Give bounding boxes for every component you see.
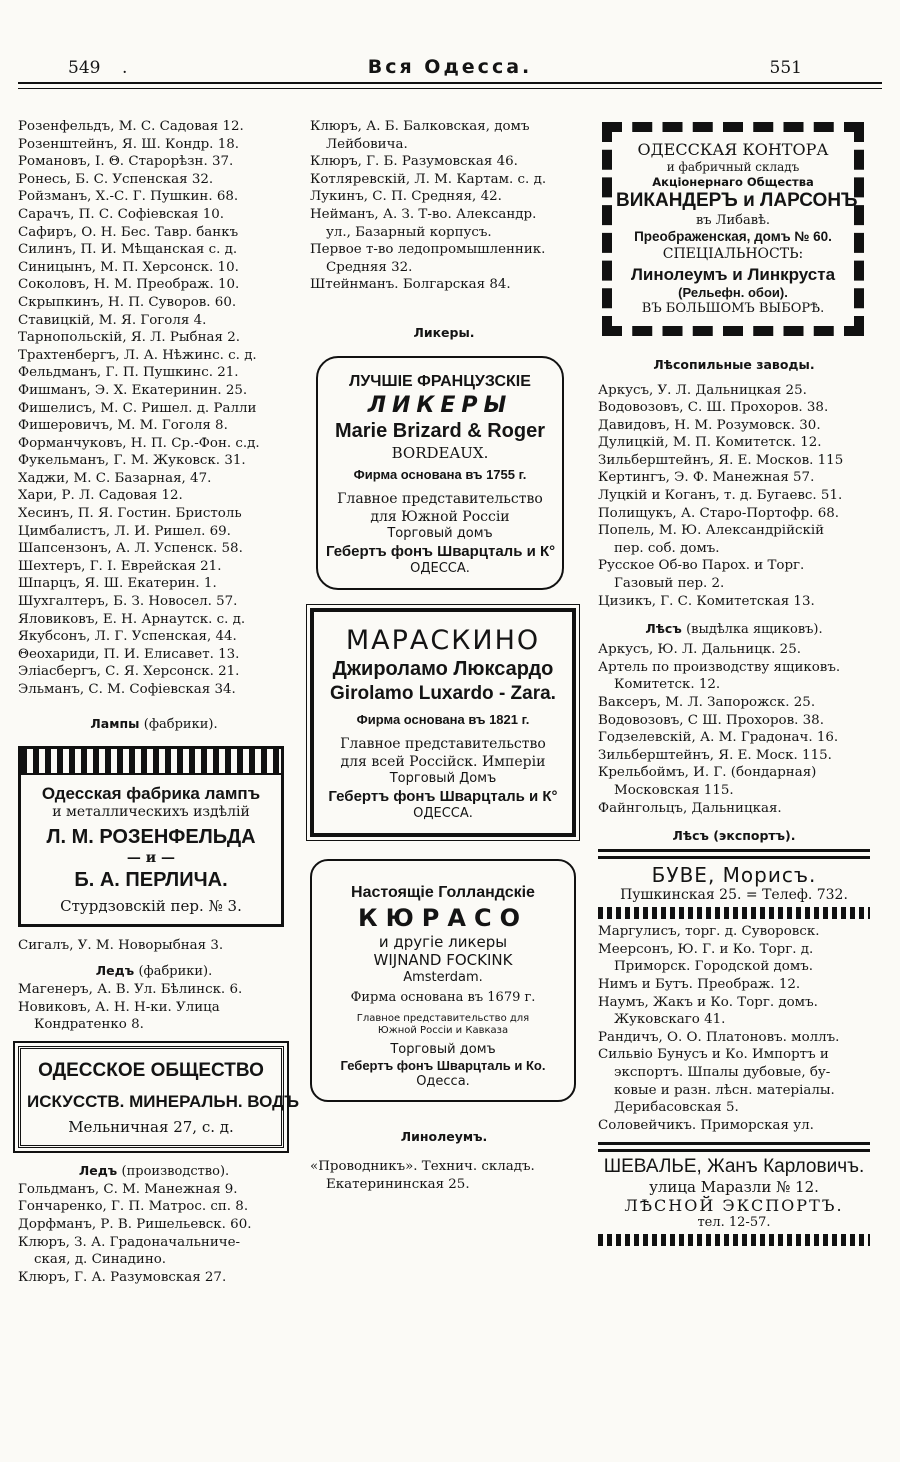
- list-item: Цизикъ, Г. С. Комитетская 13.: [598, 593, 815, 609]
- list-item: Дулицкій, М. П. Комитетск. 12.: [598, 435, 822, 451]
- list-item: Фельдманъ, Г. П. Пушкинс. 21.: [18, 365, 239, 381]
- list-item: Водовозовъ, С. Ш. Прохоров. 38.: [598, 400, 829, 416]
- section-heading-wood-export: Лѣсъ (экспортъ).: [672, 828, 796, 844]
- ad-line: и другіе ликеры: [378, 932, 508, 951]
- list-item: Шехтеръ, Г. І. Еврейская 21.: [18, 558, 222, 574]
- cheval-listing: [598, 1156, 870, 1230]
- list-item: Розенштейнъ, Я. Ш. Кондр. 18.: [18, 136, 239, 152]
- list-item: Сильвіо Бунусъ и Ко. Импортъ и: [598, 1047, 829, 1063]
- ad-line: Южной Россіи и Кавказа: [377, 1025, 509, 1037]
- list-item: Кондратенко 8.: [34, 1017, 144, 1033]
- rule-bar: [598, 1142, 870, 1152]
- ad-line: Торговый Домъ: [389, 771, 497, 787]
- ad-line: ВЪ БОЛЬШОМЪ ВЫБОРѢ.: [641, 301, 825, 317]
- ad-line: въ Либавѣ.: [695, 213, 771, 229]
- list-item: Лукинъ, С. П. Средняя, 42.: [310, 189, 502, 205]
- bouvet-listing: [598, 863, 870, 903]
- list-item: Екатерининская 25.: [326, 1177, 470, 1193]
- list-item: Клюръ, Г. Б. Разумовская 46.: [310, 154, 518, 170]
- list-item: Хесинъ, П. Я. Гостин. Бристоль: [18, 506, 242, 522]
- list-item: Синицынъ, М. П. Херсонск. 10.: [18, 259, 239, 275]
- page-number-right: 551: [769, 58, 802, 78]
- header-rule: [18, 82, 882, 84]
- ad-line: ВИКАНДЕРЪ и ЛАРСОНЪ: [616, 190, 858, 212]
- section-heading-sawmills: Лѣсопильные заводы.: [653, 356, 815, 372]
- ad-line: BORDEAUX.: [391, 444, 489, 463]
- list-item: Силинъ, П. И. Мѣщанская с. д.: [18, 242, 238, 258]
- section-heading-liqueurs: Ликеры.: [413, 324, 475, 340]
- ad-line: — и —: [126, 850, 176, 867]
- list-item: Средняя 32.: [326, 259, 413, 275]
- ad-line: WIJNAND FOCKINK: [373, 951, 513, 970]
- list-item: Лейбовича.: [326, 136, 408, 152]
- ad-line: Главное представительство для: [356, 1012, 530, 1024]
- list-item: Рандичъ, О. О. Платоновъ. моллъ.: [598, 1029, 840, 1045]
- list-item: Шпарцъ, Я. Ш. Екатерин. 1.: [18, 576, 217, 592]
- list-item: пер. соб. домъ.: [614, 540, 720, 556]
- list-item: Крельбоймъ, И. Г. (бондарная): [598, 765, 817, 781]
- list-item: Луцкій и Коганъ, т. д. Бугаевс. 51.: [598, 488, 843, 504]
- list-item: Фукельманъ, Г. М. Жуковск. 31.: [18, 453, 246, 469]
- list-item: Кертингъ, Э. Ф. Манежная 57.: [598, 470, 815, 486]
- sawmills-list: [598, 382, 870, 611]
- advert-lamp-factory: [18, 746, 284, 927]
- ad-line: (Рельефн. обои).: [678, 285, 788, 300]
- list-item: Приморск. Городской домъ.: [614, 959, 814, 975]
- ice-production-list: [18, 1181, 290, 1287]
- list-item: Цимбалистъ, Л. И. Ришел. 69.: [18, 523, 231, 539]
- ad-line: Гебертъ фонъ Шварцталь и К°: [326, 542, 556, 560]
- header-dot: .: [122, 58, 128, 78]
- list-item: Эліасбергъ, С. Я. Херсонск. 21.: [18, 664, 240, 680]
- list-item: Гончаренко, Г. П. Матрос. сп. 8.: [18, 1199, 249, 1215]
- ornament-border: [598, 1234, 870, 1246]
- ad-line: Amsterdam.: [403, 970, 483, 986]
- list-item: Фишеровичъ, М. М. Гоголя 8.: [18, 418, 228, 434]
- list-item: Тарнопольскій, Я. Л. Рыбная 2.: [18, 330, 240, 346]
- ad-line: Гебертъ фонъ Шварцталь и К°: [328, 787, 558, 805]
- list-item: Полищукъ, А. Старо-Портофр. 68.: [598, 505, 839, 521]
- ad-line: для Южной Россіи: [370, 508, 510, 525]
- list-item: Газовый пер. 2.: [614, 576, 725, 592]
- list-item: Сигалъ, У. М. Новорыбная 3.: [18, 937, 224, 953]
- section-heading-ice-production: Ледъ (производство).: [78, 1162, 230, 1179]
- list-item: Новиковъ, А. Н. Н-ки. Улица: [18, 999, 220, 1015]
- cheval-name: ШЕВАЛЬЕ, Жанъ Карловичъ.: [603, 1156, 865, 1178]
- list-item: Ваксеръ, М. Л. Запорожск. 25.: [598, 695, 816, 710]
- list-item: Нимъ и Бутъ. Преображ. 12.: [598, 976, 801, 992]
- bouvet-name: БУВЕ, Морисъ.: [651, 863, 817, 888]
- list-item: Ронесь, Б. С. Успенская 32.: [18, 171, 214, 187]
- ad-line: ОДЕССКОЕ ОБЩЕСТВО: [38, 1059, 264, 1081]
- list-item: Шухгалтеръ, Б. З. Новосел. 57.: [18, 594, 238, 610]
- list-item: Трахтенбергъ, Л. А. Нѣжинс. с. д.: [18, 347, 257, 363]
- publication-title: Вся Одесса.: [367, 56, 533, 78]
- section-heading-wood-boxes: Лѣсъ (выдѣлка ящиковъ).: [645, 621, 823, 638]
- ad-line: Б. А. ПЕРЛИЧА.: [74, 868, 228, 891]
- section-heading-linoleum: Линолеумъ.: [400, 1129, 488, 1145]
- list-item: Хари, Р. Л. Садовая 12.: [18, 488, 183, 504]
- list-item: Ставицкій, М. Я. Гоголя 4.: [18, 312, 207, 328]
- list-item: Жуковскаго 41.: [614, 1012, 726, 1028]
- list-item: Котляревскій, Л. М. Картам. с. д.: [310, 171, 547, 187]
- ad-line: ОДЕССА.: [413, 806, 473, 822]
- list-item: Попель, М. Ю. Александрійскій: [598, 523, 825, 539]
- ad-line: ЛИКЕРЫ: [367, 392, 513, 418]
- list-item: Нейманъ, А. З. Т-во. Александр.: [310, 206, 537, 222]
- section-heading-lamps: Лампы (фабрики).: [90, 715, 218, 732]
- running-header: [18, 48, 882, 88]
- list-item: Наумъ, Жакъ и Ко. Торг. домъ.: [598, 994, 818, 1010]
- ad-line: Одесса.: [416, 1074, 470, 1090]
- ad-line: Настоящіе Голландскіе: [351, 883, 535, 901]
- ad-line: Гебертъ фонъ Шварцталь и Ко.: [340, 1057, 546, 1073]
- page-number-left: 549: [68, 58, 101, 78]
- ad-line: МАРАСКИНО: [345, 624, 541, 656]
- ornament-border: [598, 907, 870, 919]
- list-item: Шапсензонъ, А. Л. Успенск. 58.: [18, 541, 243, 557]
- list-item: Клюръ, Г. А. Разумовская 27.: [18, 1269, 227, 1285]
- ad-line: Преображенская, домъ № 60.: [634, 229, 832, 245]
- directory-list: [310, 118, 578, 294]
- list-item: Годзелевскій, А. М. Градонач. 16.: [598, 730, 839, 746]
- column-left: [18, 118, 300, 1286]
- list-item: Соловейчикъ. Приморская ул.: [598, 1117, 814, 1133]
- advert-wikander-larson: [602, 122, 864, 336]
- list-item: Комитетск. 12.: [614, 677, 721, 693]
- column-right: [598, 118, 870, 1250]
- list-item: Гольдманъ, С. М. Манежная 9.: [18, 1181, 238, 1197]
- list-item: Меерсонъ, Ю. Г. и Ко. Торг. д.: [598, 941, 814, 957]
- list-item: Фишелисъ, М. С. Ришел. д. Ралли: [18, 400, 257, 416]
- list-item: Форманчуковъ, Н. П. Ср.-Фон. с.д.: [18, 435, 260, 451]
- list-item: Сафиръ, О. Н. Бес. Тавр. банкъ: [18, 224, 239, 240]
- list-item: Эльманъ, С. М. Софіевская 34.: [18, 682, 236, 697]
- ad-line: Торговый домъ: [390, 1041, 496, 1057]
- cheval-address: улица Маразли № 12.: [649, 1178, 819, 1197]
- advert-maraschino: [310, 608, 576, 837]
- list-item: Зильберштейнъ, Я. Е. Москов. 115: [598, 452, 844, 468]
- list-item: Зильберштейнъ, Я. Е. Моск. 115.: [598, 747, 832, 763]
- list-item: Клюръ, А. Б. Балковская, домъ: [310, 119, 530, 134]
- rule-bar: [598, 849, 870, 859]
- ad-line: и фабричный складъ: [666, 160, 800, 174]
- list-item: ковые и разн. лѣсн. матеріалы.: [614, 1082, 835, 1098]
- ad-line: Стурдзовскій пер. № 3.: [60, 896, 242, 915]
- ad-line: Marie Brizard & Roger: [334, 420, 546, 443]
- list-item: Аркусъ, Ю. Л. Дальницк. 25.: [598, 642, 801, 658]
- list-item: ская, д. Синадино.: [34, 1252, 167, 1268]
- export-list: [598, 923, 870, 1134]
- ad-line: Фирма основана въ 1821 г.: [356, 712, 530, 728]
- ad-line: Линолеумъ и Линкруста: [630, 264, 836, 284]
- list-item: Фишманъ, Э. Х. Екатеринин. 25.: [18, 382, 248, 398]
- list-item: Дорфманъ, Р. В. Ришельевск. 60.: [18, 1216, 252, 1232]
- ad-line: Главное представительство: [337, 491, 543, 508]
- advert-french-liqueurs: [316, 356, 564, 590]
- ad-line: КЮРАСО: [358, 903, 528, 932]
- ad-line: СПЕЦІАЛЬНОСТЬ:: [662, 246, 804, 263]
- list-item: экспортъ. Шпалы дубовые, бу-: [614, 1064, 831, 1080]
- list-item: Θеохариди, П. И. Елисавет. 13.: [18, 646, 240, 662]
- list-item: Яловиковъ, Е. Н. Арнаутск. с. д.: [18, 611, 246, 627]
- list-item: «Проводникъ». Технич. складъ.: [310, 1159, 535, 1175]
- cheval-trade: ЛѢСНОЙ ЭКСПОРТЪ.: [624, 1196, 844, 1216]
- ad-line: Торговый домъ: [387, 526, 493, 542]
- list-item: Якубсонъ, Л. Г. Успенская, 44.: [18, 629, 237, 645]
- list-item: Водовозовъ, С Ш. Прохоров. 38.: [598, 712, 824, 728]
- list-item: Русское Об-во Парох. и Торг.: [598, 558, 805, 574]
- ad-line: Л. М. РОЗЕНФЕЛЬДА: [46, 826, 256, 849]
- ad-line: Джироламо Люксардо: [332, 658, 554, 681]
- list-item: Хаджи, М. С. Базарная, 47.: [18, 470, 212, 486]
- wood-boxes-list: [598, 641, 870, 817]
- ad-line: Акціонернаго Общества: [652, 175, 814, 189]
- ad-line: Фирма основана въ 1679 г.: [350, 990, 536, 1006]
- ad-line: Одесская фабрика лампъ: [41, 783, 261, 803]
- list-item: Московская 115.: [614, 782, 734, 798]
- ad-line: ИСКУССТВ. МИНЕРАЛЬН. ВОДЪ: [27, 1091, 300, 1111]
- ad-line: Girolamo Luxardo - Zara.: [330, 683, 556, 705]
- list-item: Дерибасовская 5.: [614, 1100, 739, 1116]
- list-item: Соколовъ, Н. М. Преображ. 10.: [18, 277, 240, 293]
- list-item: Магенеръ, А. В. Ул. Бѣлинск. 6.: [18, 982, 243, 998]
- list-item: Маргулисъ, торг. д. Суворовск.: [598, 924, 820, 940]
- section-heading-ice-factories: Ледъ (фабрики).: [95, 963, 213, 980]
- ad-line: и металлическихъ издѣлій: [52, 803, 250, 820]
- ad-line: Главное представительство: [340, 736, 546, 753]
- ad-line: Мельничная 27, с. д.: [68, 1117, 234, 1136]
- list-item: Давидовъ, Н. М. Розумовск. 30.: [598, 417, 821, 433]
- ornament-border: [21, 749, 281, 775]
- advert-curacao: [310, 859, 576, 1103]
- list-item: Штейнманъ. Болгарская 84.: [310, 277, 511, 293]
- list-item: Розенфельдъ, М. С. Садовая 12.: [18, 119, 244, 134]
- ad-line: ЛУЧШІЕ ФРАНЦУЗСКІЕ: [349, 372, 531, 390]
- ad-line: ОДЕССКАЯ КОНТОРА: [637, 140, 829, 159]
- ad-line: Фирма основана въ 1755 г.: [353, 467, 527, 483]
- list-item: Артель по производству ящиковъ.: [598, 659, 841, 675]
- cheval-phone: тел. 12-57.: [697, 1215, 771, 1231]
- column-middle: [310, 118, 578, 1194]
- header-rule-thin: [18, 88, 882, 89]
- ad-line: ОДЕССА.: [410, 561, 470, 577]
- list-item: Файнгольцъ, Дальницкая.: [598, 800, 782, 816]
- linoleum-list: [310, 1158, 578, 1193]
- list-item: Аркусъ, У. Л. Дальницкая 25.: [598, 382, 807, 398]
- advert-mineral-waters: [18, 1046, 300, 1148]
- list-item: Скрыпкинъ, Н. П. Суворов. 60.: [18, 294, 237, 310]
- ad-line: для всей Россійск. Имперіи: [340, 753, 546, 770]
- list-item: ул., Базарный корпусъ.: [326, 224, 492, 240]
- ice-factories-list: [18, 981, 290, 1034]
- list-item: Ройзманъ, Х.-С. Г. Пушкин. 68.: [18, 189, 239, 205]
- list-item: Романовъ, І. Θ. Старорѣзн. 37.: [18, 154, 234, 170]
- list-item: Первое т-во ледопромышленник.: [310, 242, 546, 258]
- list-item: Сарачъ, П. С. Софіевская 10.: [18, 206, 225, 222]
- directory-list: [18, 118, 290, 699]
- bouvet-address: Пушкинская 25. = Телеф. 732.: [620, 887, 848, 904]
- list-item: Клюръ, З. А. Градоначальниче-: [18, 1234, 241, 1250]
